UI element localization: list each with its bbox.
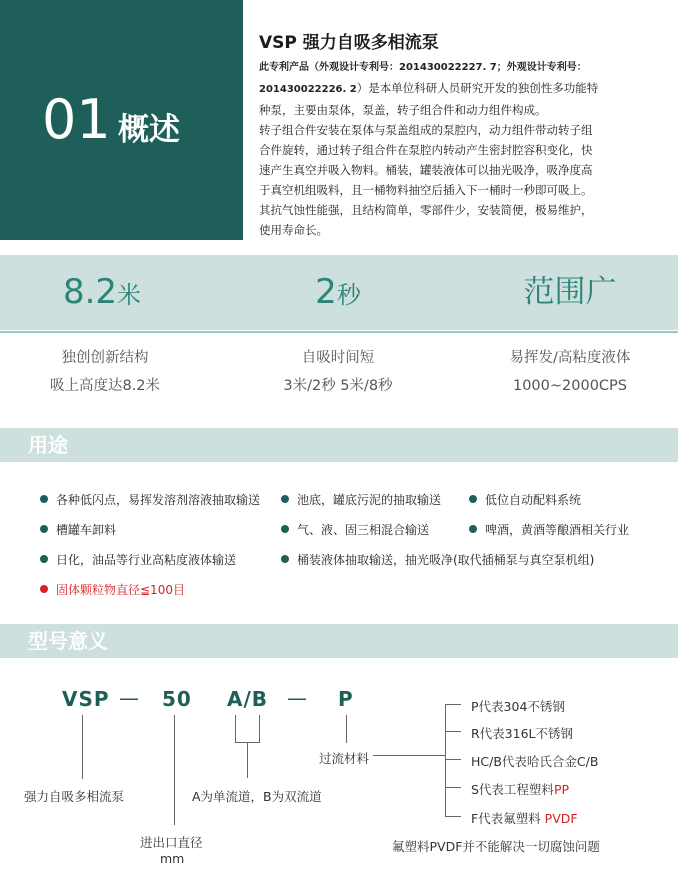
use-item-text: 池底，罐底污泥的抽取输送 (297, 493, 442, 507)
section-title-model: 型号意义 (28, 629, 108, 653)
use-item-text: 槽罐车卸料 (56, 523, 117, 537)
patent-line-2-rest: ）是本单位科研人员研究开发的独创性多功能特 (356, 81, 599, 95)
stat-height-unit: 米 (117, 281, 142, 309)
stat-range-detail: 1000~2000CPS (512, 378, 628, 394)
section-number: 01 (42, 88, 111, 151)
bullet-icon (469, 525, 477, 533)
bullet-icon (281, 525, 289, 533)
model-code-size: 50 (162, 687, 192, 711)
use-item (40, 551, 236, 569)
label-channel: A为单流道，B为双流道 (192, 789, 322, 804)
use-item (469, 491, 581, 509)
bullet-icon (40, 495, 48, 503)
material-option (471, 809, 578, 827)
connector-line (247, 742, 248, 778)
material-option (471, 724, 573, 742)
use-item (40, 521, 116, 539)
label-port-unit: mm (160, 851, 185, 866)
connector-line (373, 755, 445, 756)
section-title-overview: 概述 (118, 112, 180, 148)
product-description (259, 58, 663, 240)
stat-range-caption: 易挥发/高粘度液体 (509, 350, 631, 366)
bullet-icon (40, 585, 48, 593)
material-option-highlight: PP (553, 782, 570, 797)
desc-line: 于真空机组吸料，且一桶物料抽空后插入下一桶时一秒即可吸上。 (259, 183, 593, 197)
uses-header-bar (0, 428, 678, 462)
connector-line (445, 704, 461, 705)
stat-height-detail: 吸上高度达8.2米 (49, 378, 161, 394)
material-option-highlight: PVDF (544, 811, 578, 826)
material-option-text: F代表氟塑料 (471, 811, 545, 826)
use-item (40, 491, 260, 509)
patent-number: 201430022226. 2 (259, 84, 357, 95)
desc-line: 转子组合件安装在泵体与泵盖组成的泵腔内，动力组件带动转子组 (259, 123, 593, 137)
connector-line (445, 704, 446, 817)
material-option (471, 752, 598, 770)
bullet-icon (40, 555, 48, 563)
stat-height (2, 270, 202, 317)
patent-line-2 (259, 78, 663, 100)
connector-line (174, 715, 175, 825)
stat-height-value: 8.2 (62, 272, 118, 312)
bullet-icon (281, 555, 289, 563)
use-item-text: 各种低闪点，易挥发溶剂溶液抽取输送 (56, 493, 261, 507)
material-option (471, 780, 569, 798)
connector-line (445, 731, 461, 732)
patent-line-1: 此专利产品（外观设计专利号：201430022227. 7；外观设计专利号： (259, 62, 587, 73)
bullet-icon (281, 495, 289, 503)
use-item (469, 521, 629, 539)
stat-time (238, 270, 438, 317)
model-code-material: P (338, 687, 354, 711)
label-pump-name: 强力自吸多相流泵 (24, 789, 125, 804)
product-title: VSP 强力自吸多相流泵 (259, 33, 439, 53)
section-title-uses: 用途 (28, 433, 68, 457)
desc-line: 使用寿命长。 (259, 223, 328, 237)
model-code-channel: A/B (227, 687, 269, 711)
material-option-text: HC/B代表哈氏合金C/B (471, 754, 599, 769)
use-item-text: 啤酒，黄酒等酿酒相关行业 (485, 523, 630, 537)
material-option (471, 697, 565, 715)
stat-time-caption: 自吸时间短 (301, 350, 375, 366)
material-option-text: P代表304不锈钢 (471, 699, 565, 714)
desc-line: 其抗气蚀性能强，且结构简单，零部件少，安装简便，极易维护， (259, 203, 593, 217)
use-item (281, 521, 429, 539)
use-item-warning (40, 581, 185, 599)
material-warning-note: 氟塑料PVDF并不能解决一切腐蚀问题 (392, 839, 600, 854)
use-item-text: 日化，油品等行业高粘度液体输送 (56, 553, 237, 567)
material-option-text: R代表316L不锈钢 (471, 726, 574, 741)
stat-time-detail: 3米/2秒 5米/8秒 (283, 378, 393, 394)
bullet-icon (40, 525, 48, 533)
stat-range: 范围广 (523, 274, 617, 310)
desc-line: 合件旋转，通过转子组合件在泵腔内转动产生密封腔容积变化，快 (259, 143, 593, 157)
label-material: 过流材料 (319, 751, 370, 766)
label-port-diameter: 进出口直径 (140, 835, 203, 850)
model-code-dash: — (119, 686, 139, 710)
connector-line (235, 715, 236, 743)
model-code-dash: — (287, 686, 307, 710)
use-item-text: 固体颗粒物直径≦100目 (56, 583, 185, 597)
connector-line (445, 787, 461, 788)
connector-line (82, 715, 83, 779)
model-code-series: VSP (62, 687, 110, 711)
use-item-text: 桶装液体抽取输送，抽光吸净(取代插桶泵与真空泵机组) (297, 553, 595, 567)
connector-line (346, 715, 347, 743)
connector-line (445, 816, 461, 817)
stat-time-value: 2 (315, 272, 337, 312)
use-item (281, 491, 441, 509)
stats-divider (0, 331, 678, 333)
material-option-text: S代表工程塑料 (471, 782, 554, 797)
use-item (281, 551, 594, 569)
use-item-text: 气、液、固三相混合输送 (297, 523, 430, 537)
stat-height-caption: 独创创新结构 (61, 350, 149, 366)
connector-line (445, 759, 461, 760)
stat-time-unit: 秒 (336, 281, 361, 309)
bullet-icon (469, 495, 477, 503)
connector-line (259, 715, 260, 743)
desc-line: 种泵，主要由泵体，泵盖，转子组合件和动力组件构成。 (259, 103, 547, 117)
use-item-text: 低位自动配料系统 (485, 493, 582, 507)
desc-line: 速产生真空并吸入物料。桶装，罐装液体可以抽光吸净，吸净度高 (259, 163, 593, 177)
